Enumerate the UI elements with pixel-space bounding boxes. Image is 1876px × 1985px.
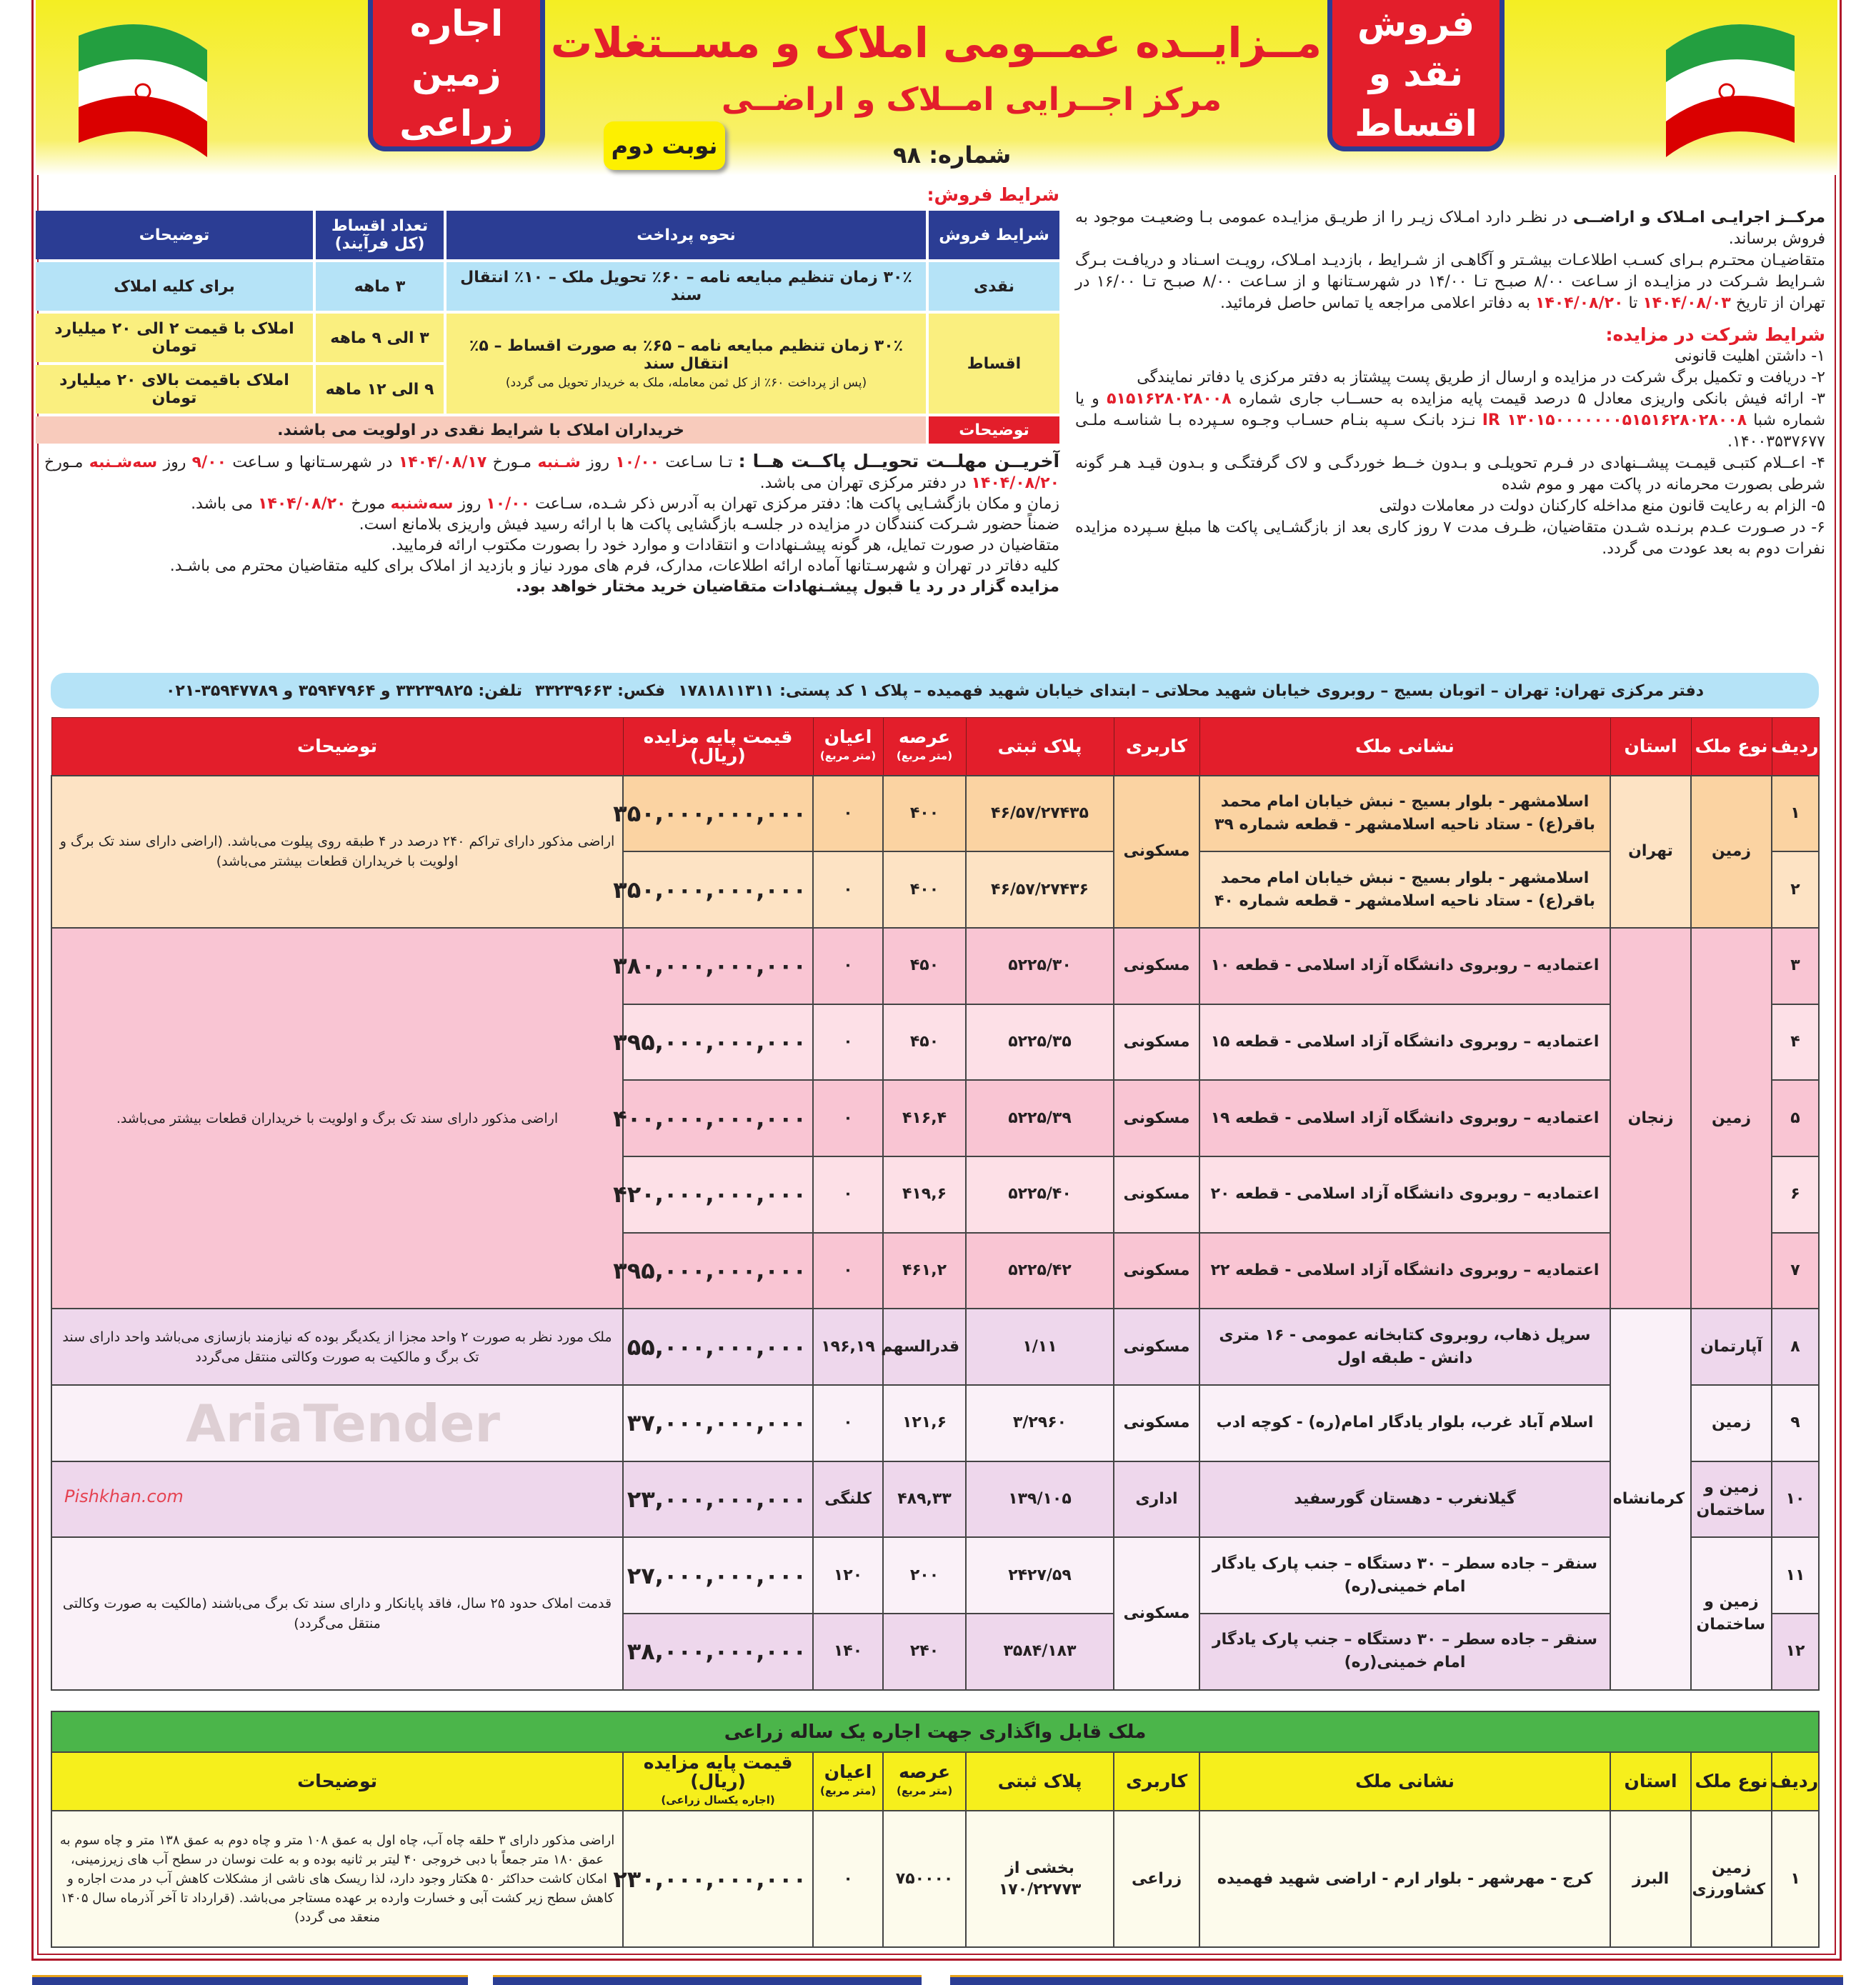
land-area: ۴۵۰	[883, 928, 966, 1004]
registration-plate: ۵۲۲۵/۴۰	[966, 1156, 1114, 1233]
base-price: ۳۹۵,۰۰۰,۰۰۰,۰۰۰	[623, 1004, 813, 1081]
base-price: ۳۵۰,۰۰۰,۰۰۰,۰۰۰	[623, 851, 813, 928]
table-row	[51, 928, 1819, 1004]
text: تـا سـاعت	[665, 454, 733, 471]
time: ۹/۰۰	[191, 454, 226, 471]
property-address: اعتمادیه – روبروی دانشگاه آزاد اسلامی - قطعه ۱۹	[1199, 1080, 1610, 1156]
agricultural-land-label: زمین زراعی	[399, 52, 514, 144]
row-number: ۲	[1772, 851, 1819, 928]
account-number: ۵۱۵۱۶۲۸۰۲۸۰۰۸	[1107, 390, 1232, 408]
property-address: اعتمادیه – روبروی دانشگاه آزاد اسلامی - قطعه ۲۰	[1199, 1156, 1610, 1233]
base-price: ۳۵۰,۰۰۰,۰۰۰,۰۰۰	[623, 776, 813, 852]
building-area: ۱۴۰	[813, 1614, 883, 1690]
lease-table	[51, 1711, 1820, 1948]
building-area: ۰	[813, 1004, 883, 1081]
header-notes: توضیحات	[51, 1752, 623, 1811]
day: سه‌شنبه	[390, 495, 454, 513]
header-text: اعیان	[824, 1761, 872, 1782]
header-province: استان	[1610, 1752, 1691, 1811]
base-price: ۵۵,۰۰۰,۰۰۰,۰۰۰	[623, 1309, 813, 1385]
header-text: عرصه	[899, 726, 950, 747]
sales-conditions-table	[33, 208, 1062, 446]
payment-note: (پس از پرداخت ۶۰٪ از کل ثمن معامله، ملک به خریدار تحویل می گردد)	[505, 375, 867, 390]
cash-note: برای کلیه املاک	[36, 262, 313, 311]
iran-flag-icon	[1573, 7, 1809, 164]
notes: اراضی مذکور دارای تراکم ۲۴۰ درصد در ۴ طبقه روی پیلوت می‌باشد. (اراضی دارای سند تک برگ و اولویت با خریداران قطعات بیشتر می‌باشد)	[51, 776, 623, 928]
registration-plate: ۵۲۲۵/۳۵	[966, 1004, 1114, 1081]
usage: مسکونی	[1114, 1080, 1199, 1156]
header-price: قیمت پایه مزایده (ریال)	[623, 718, 813, 776]
property-address: اسلامشهر - بلوار بسیج - نبش خیابان امام محمد باقر(ع) - ستاد ناحیه اسلامشهر - قطعه شماره ۴۰	[1199, 851, 1610, 928]
unit: (متر مربع)	[820, 1784, 877, 1797]
page-title: مــزایــده عمــومی املاک و مســتغلات	[550, 19, 1322, 67]
conditions-title: شرایط شرکت در مزایده:	[1605, 324, 1825, 345]
land-area: ۴۵۰	[883, 1004, 966, 1081]
sales-title: شرایط فروش:	[927, 184, 1059, 205]
text: کلیه دفاتر در تهران و شهرسـتانها آماده ارائه اطلاعات، مدارک، فرم های مورد نیاز و بازدید از املاک برای کلیه متقاضیان محترم می باشـد.	[169, 557, 1059, 575]
footer-ad-strip	[32, 1975, 468, 1985]
property-address: سرپل ذهاب، روبروی کتابخانه عمومی - ۱۶ متری دانش - طبقه اول	[1199, 1309, 1610, 1385]
registration-plate: ۲۴۲۷/۵۹	[966, 1537, 1114, 1614]
installment-label: اقساط	[929, 314, 1059, 414]
header-area	[883, 1752, 966, 1811]
date: ۱۴۰۴/۰۸/۲۰	[971, 474, 1059, 492]
base-price: ۳۸,۰۰۰,۰۰۰,۰۰۰	[623, 1614, 813, 1690]
building-area: ۰	[813, 776, 883, 852]
unit: (اجاره یکسال زراعی)	[661, 1794, 775, 1806]
pishkhan-watermark: Pishkhan.com	[64, 1486, 184, 1506]
date-from: ۱۴۰۴/۰۸/۰۳	[1642, 294, 1731, 312]
installment-row	[36, 314, 1059, 362]
registration-plate: بخشی از ۱۷۰/۲۲۷۷۳	[966, 1811, 1114, 1947]
notes: ملک مورد نظر به صورت ۲ واحد مجزا از یکدیگر بوده که نیازمند بازسازی می‌باشد واحد دارای سند تک برگ و مالکیت به صورت وکالتی منتقل می‌گردد	[51, 1309, 623, 1385]
to-word: تا	[1628, 294, 1638, 312]
page-subtitle: مرکز اجــرایی امــلاک و اراضــی	[721, 81, 1222, 118]
land-area: ۴۸۹,۳۳	[883, 1461, 966, 1538]
header-address: نشانی ملک	[1199, 1752, 1610, 1811]
condition-item: ۵- الزام به رعایت قانون منع مداخله کارکنان دولت در معاملات دولتی	[1379, 497, 1825, 515]
property-address: اعتمادیه – روبروی دانشگاه آزاد اسلامی - قطعه ۲۲	[1199, 1233, 1610, 1309]
base-price: ۲۷,۰۰۰,۰۰۰,۰۰۰	[623, 1537, 813, 1614]
registration-plate: ۱۳۹/۱۰۵	[966, 1461, 1114, 1538]
installment-note: املاک با قیمت ۲ الی ۲۰ میلیارد تومان	[36, 314, 313, 362]
day: سه‌شـنبه	[89, 454, 158, 471]
province: زنجان	[1610, 928, 1691, 1309]
cash-installment-label: نقد و اقساط	[1354, 52, 1477, 144]
text: ضمناً حضور شـرکت کنندگان در مزایده در جلسـه بازگشایی پاکت ها با ارائه رسید فیش واریزی بلامانع است.	[359, 516, 1059, 534]
sales-notes-row	[36, 416, 1059, 444]
property-address: اعتمادیه – روبروی دانشگاه آزاد اسلامی - قطعه ۱۰	[1199, 928, 1610, 1004]
intro-visit-text: متقاضیـان محتـرم بـرای کسـب اطلاعـات بیشـتر و آگاهـی از شـرایط ، بازدیـد امـلاک، رویـت اسـناد و دریافـت بـرگ شـرایط شـرکت در مزایـده از سـاعت ۸/۰۰ صبـح تـا ۱۴/۰۰ در شهرسـتانها و از سـاعت ۸/۰۰ صبـح تـا ۱۶/۰۰ در تهران از تاریخ	[1075, 251, 1825, 312]
installment-count: ۳ الی ۹ ماهه	[316, 314, 444, 362]
intro-visit-end: به دفاتر اعلامی مراجعه یا تماس حاصل فرمائید.	[1220, 294, 1530, 312]
land-area: ۴۱۶,۴	[883, 1080, 966, 1156]
iran-flag-icon	[64, 7, 300, 164]
text: روز	[587, 454, 609, 471]
header-text: عرصه	[899, 1761, 951, 1782]
usage: مسکونی	[1114, 1233, 1199, 1309]
text: در شهرسـتانها و سـاعت	[232, 454, 393, 471]
land-area: ۲۴۰	[883, 1614, 966, 1690]
unit: (متر مربع)	[819, 749, 877, 762]
registration-plate: ۳۵۸۴/۱۸۳	[966, 1614, 1114, 1690]
header-banner	[36, 0, 1837, 175]
land-area: ۷۵۰۰۰۰	[883, 1811, 966, 1947]
base-price: ۳۹۵,۰۰۰,۰۰۰,۰۰۰	[623, 1233, 813, 1309]
registration-plate: ۴۶/۵۷/۲۷۴۳۶	[966, 851, 1114, 928]
cash-row	[36, 262, 1059, 311]
lease-title: ملک قابل واگذاری جهت اجاره یک ساله زراعی	[51, 1711, 1819, 1752]
land-area: ۴۱۹,۶	[883, 1156, 966, 1233]
address-bar	[51, 673, 1819, 709]
row-number: ۶	[1772, 1156, 1819, 1233]
condition-text: نـزد بانـک سـپه بنـام حسـاب وجـوه سـپرده بـا شناسـه ملـی ۱۴۰۰۳۵۳۷۶۷۷.	[1075, 411, 1825, 451]
intro-text: در نظـر دارد امـلاک زیـر را از طریـق مزایـده عمومی بـا وضعیـت موجود به فروش برساند.	[1075, 209, 1825, 248]
property-address: اسلام آباد غرب، بلوار یادگار امام(ره) - کوچه ادب	[1199, 1385, 1610, 1461]
installment-note: املاک باقیمت بالای ۲۰ میلیارد تومان	[36, 365, 313, 414]
text: می باشد.	[191, 495, 253, 513]
base-price: ۴۰۰,۰۰۰,۰۰۰,۰۰۰	[623, 1080, 813, 1156]
ariatender-watermark: AriaTender	[186, 1394, 501, 1454]
property-type: آپارتمان	[1691, 1309, 1772, 1385]
notes-label: توضیحات	[929, 416, 1059, 444]
property-type: زمین کشاورزی	[1691, 1811, 1772, 1947]
installment-payment	[446, 314, 926, 414]
base-price: ۲۳۰,۰۰۰,۰۰۰,۰۰۰	[623, 1811, 813, 1947]
usage: مسکونی	[1114, 776, 1199, 928]
sheba-number: IR ۱۳۰۱۵۰۰۰۰۰۰۰۵۱۵۱۶۲۸۰۲۸۰۰۸	[1482, 411, 1747, 429]
province: البرز	[1610, 1811, 1691, 1947]
condition-item: ۴- اعــلام کتبـی قیمـت پیشــنهادی در فـرم تحویلـی و بـدون خــط خوردگـی و لاک گرفتگـی و بـدون قیـد هـر گونه شرطی بصورت محرمانه در پاکت مهر و موم شده	[1075, 454, 1825, 494]
text: مـورخ	[492, 454, 532, 471]
property-type: زمین و ساختمان	[1691, 1461, 1772, 1538]
row-number: ۴	[1772, 1004, 1819, 1081]
header-payment: نحوه پرداخت	[446, 211, 926, 259]
header-usage: کاربری	[1114, 718, 1199, 776]
header-text: قیمت پایه مزایده (ریال)	[643, 1752, 793, 1791]
date: ۱۴۰۴/۰۸/۲۰	[257, 495, 346, 513]
property-address: کرج - مهرشهر - بلوار ارم - اراضی شهید فهمیده	[1199, 1811, 1610, 1947]
text: زمان و مکان بازگشـایی پاکت ها: دفتر مرکزی تهران به آدرس ذکر شـده، سـاعت	[535, 495, 1059, 513]
usage: زراعی	[1114, 1811, 1199, 1947]
text: مزایده گزار در رد یا قبول پیشـنهادات متقاضیان خرید مختار خواهد بود.	[515, 578, 1059, 596]
org-name: مرکــز اجرایـی امـلاک و اراضــی	[1573, 209, 1825, 226]
footer-ad-strip	[493, 1975, 922, 1985]
table-row	[51, 1461, 1819, 1538]
base-price: ۳۸۰,۰۰۰,۰۰۰,۰۰۰	[623, 928, 813, 1004]
header-text: (کل فرآیند)	[334, 235, 425, 253]
condition-item: ۳- ارائه فیش بانکی واریزی معادل ۵ درصد قیمت پایه مزایده به حســاب جاری شماره	[1239, 390, 1825, 408]
text: مـورخ	[44, 454, 84, 471]
row-number: ۹	[1772, 1385, 1819, 1461]
condition-item: ۶- در صـورت عـدم برنـده شـدن متقاضیان، ظـرف مدت ۷ روز کاری بعد از بازگشـایی پاکت ها مبلغ سـپرده مزایده نفرات دوم به بعد عودت می گردد.	[1075, 519, 1825, 558]
table-row	[51, 776, 1819, 852]
payment-text: ۳۰٪ زمان تنظیم مبایعه نامه – ۶۵٪ به صورت اقساط – ۵٪ انتقال سند	[469, 336, 904, 373]
header-usage: کاربری	[1114, 1752, 1199, 1811]
property-type: زمین	[1691, 776, 1772, 928]
usage: مسکونی	[1114, 1385, 1199, 1461]
header-building	[813, 718, 883, 776]
land-area: ۴۰۰	[883, 851, 966, 928]
property-address: سنقر – جاده سطر – ۳۰ دستگاه – جنب پارک یادگار امام خمینی(ره)	[1199, 1614, 1610, 1690]
province: کرمانشاه	[1610, 1309, 1691, 1689]
text: مورخ	[351, 495, 386, 513]
land-area: ۲۰۰	[883, 1537, 966, 1614]
building-area: ۰	[813, 1080, 883, 1156]
header-address: نشانی ملک	[1199, 718, 1610, 776]
building-area: ۱۲۰	[813, 1537, 883, 1614]
header-installments	[316, 211, 444, 259]
lease-label: اجاره	[409, 2, 504, 44]
fax-number: فکس: ۳۳۲۳۹۶۶۳	[535, 681, 666, 700]
text: روز	[458, 495, 482, 513]
building-area: ۰	[813, 1233, 883, 1309]
date-to: ۱۴۰۴/۰۸/۲۰	[1535, 294, 1624, 312]
land-area: ۴۶۱,۲	[883, 1233, 966, 1309]
row-number: ۱۰	[1772, 1461, 1819, 1538]
notes-text: خریداران املاک با شرایط نقدی در اولویت می باشند.	[36, 416, 926, 444]
row-number: ۷	[1772, 1233, 1819, 1309]
table-row	[51, 1537, 1819, 1614]
row-number: ۱۲	[1772, 1614, 1819, 1690]
usage: مسکونی	[1114, 1309, 1199, 1385]
table-row	[51, 1811, 1819, 1947]
text: در دفتر مرکزی تهران می باشد.	[759, 474, 967, 492]
registration-plate: ۵۲۲۵/۳۰	[966, 928, 1114, 1004]
property-address: اسلامشهر - بلوار بسیج - نبش خیابان امام محمد باقر(ع) - ستاد ناحیه اسلامشهر - قطعه شماره ۳۹	[1199, 776, 1610, 852]
condition-item: ۱- داشتن اهلیت قانونی	[1675, 347, 1825, 365]
unit: (متر مربع)	[897, 1784, 953, 1797]
usage: مسکونی	[1114, 1156, 1199, 1233]
table-row	[51, 1309, 1819, 1385]
building-area: ۰	[813, 928, 883, 1004]
footer-ad-strip	[950, 1975, 1843, 1985]
registration-plate: ۵۲۲۵/۳۹	[966, 1080, 1114, 1156]
cash-label: نقدی	[929, 262, 1059, 311]
building-area: ۰	[813, 851, 883, 928]
usage: مسکونی	[1114, 1537, 1199, 1689]
registration-plate: ۱/۱۱	[966, 1309, 1114, 1385]
property-type: زمین و ساختمان	[1691, 1537, 1772, 1689]
condition-text: و یا شماره شبا	[1075, 390, 1826, 429]
table-row	[51, 1385, 1819, 1461]
usage: مسکونی	[1114, 928, 1199, 1004]
time: ۱۰/۰۰	[615, 454, 660, 471]
base-price: ۴۲۰,۰۰۰,۰۰۰,۰۰۰	[623, 1156, 813, 1233]
unit: (متر مربع)	[896, 749, 953, 762]
lease-agricultural-box	[368, 0, 545, 151]
land-area: قدرالسهم	[883, 1309, 966, 1385]
date: ۱۴۰۴/۰۸/۱۷	[398, 454, 487, 471]
registration-plate: ۴۶/۵۷/۲۷۴۳۵	[966, 776, 1114, 852]
properties-table	[51, 717, 1820, 1691]
property-address: سنقر – جاده سطر – ۳۰ دستگاه – جنب پارک یادگار امام خمینی(ره)	[1199, 1537, 1610, 1614]
base-price: ۳۷,۰۰۰,۰۰۰,۰۰۰	[623, 1385, 813, 1461]
row-number: ۱	[1772, 776, 1819, 852]
province: تهران	[1610, 776, 1691, 928]
installment-count: ۹ الی ۱۲ ماهه	[316, 365, 444, 414]
cash-payment: ۳۰٪ زمان تنظیم مبایعه نامه – ۶۰٪ تحویل ملک – ۱۰٪ انتقال سند	[446, 262, 926, 311]
phone-numbers: تلفن: ۳۳۲۳۹۸۲۵ و ۳۵۹۴۷۹۶۴ و ۳۵۹۴۷۷۸۹-۰۲۱	[165, 681, 523, 700]
usage: مسکونی	[1114, 1004, 1199, 1081]
intro-section	[1075, 207, 1825, 560]
sale-cash-installment-box	[1327, 0, 1505, 151]
registration-plate: ۵۲۲۵/۴۲	[966, 1233, 1114, 1309]
header-province: استان	[1610, 718, 1691, 776]
building-area: ۰	[813, 1811, 883, 1947]
notes: اراضی مذکور دارای سند تک برگ و اولویت با خریداران قطعات بیشتر می‌باشد.	[51, 928, 623, 1309]
deadline-section	[44, 451, 1059, 597]
land-area: ۴۰۰	[883, 776, 966, 852]
round-badge: نوبت دوم	[604, 121, 725, 170]
notes: قدمت املاک حدود ۲۵ سال، فاقد پایانکار و دارای سند تک برگ می‌باشند (مالکیت به صورت وکالتی منتقل می‌گردد)	[51, 1537, 623, 1689]
time: ۱۰/۰۰	[486, 495, 531, 513]
sales-section	[44, 184, 1059, 597]
header-plate: پلاک ثبتی	[966, 1752, 1114, 1811]
base-price: ۲۳,۰۰۰,۰۰۰,۰۰۰	[623, 1461, 813, 1538]
header-no: ردیف	[1772, 1752, 1819, 1811]
header-type: نوع ملک	[1691, 718, 1772, 776]
office-address: دفتر مرکزی تهران: تهران – اتوبان بسیج – روبروی خیابان شهید محلاتی – ابتدای خیابان شهید فهمیده – پلاک ۱ کد پستی: ۱۷۸۱۸۱۱۳۱۱	[678, 681, 1705, 700]
building-area: ۰	[813, 1156, 883, 1233]
building-area: کلنگی	[813, 1461, 883, 1538]
header-sale-condition: شرایط فروش	[929, 211, 1059, 259]
notes: اراضی مذکور دارای ۳ حلقه چاه آب، چاه اول به عمق ۱۰۸ متر و چاه دوم به عمق ۱۳۸ متر و چاه سوم به عمق ۱۸۰ متر جمعاً با دبی خروجی ۴۰ لیتر بر ثانیه بوده و به علت نوسان در سطح آب های زیرزمینی، امکان کاشت حداکثر ۵۰ هکتار وجود دارد، لذا ریسک های ناشی از مشکلات کاهش آب در مدت اجاره و کاهش سطح زیر کشت آبی و خسارت وارده بر عهده مستاجر می‌باشد. (قرارداد تا آخر آذرماه سال ۱۴۰۵ منعقد می گردد)	[51, 1811, 623, 1947]
row-number: ۱	[1772, 1811, 1819, 1947]
building-area: ۰	[813, 1385, 883, 1461]
notice-number: شماره: ۹۸	[893, 141, 1012, 169]
condition-item: ۲- دریافت و تکمیل برگ شرکت در مزایده و ارسال از طریق پست پیشتاز به دفتر مرکزی یا دفاتر نمایندگی	[1137, 369, 1825, 386]
header-no: ردیف	[1772, 718, 1819, 776]
text: متقاضیان در صورت تمایل، هر گونه پیشـنهادات و انتقادات و موارد خود را بصورت مکتوب ارائه فرمایید.	[391, 536, 1059, 554]
day: شـنبه	[537, 454, 581, 471]
row-number: ۵	[1772, 1080, 1819, 1156]
row-number: ۳	[1772, 928, 1819, 1004]
land-area: ۱۲۱,۶	[883, 1385, 966, 1461]
header-notes: توضیحات	[36, 211, 313, 259]
header-building	[813, 1752, 883, 1811]
deadline-label: آخریــن مهلــت تحویــل پاکــت هــا :	[738, 451, 1060, 471]
header-type: نوع ملک	[1691, 1752, 1772, 1811]
registration-plate: ۳/۲۹۶۰	[966, 1385, 1114, 1461]
header-notes: توضیحات	[51, 718, 623, 776]
header-text: اعیان	[824, 726, 872, 747]
header-area	[883, 718, 966, 776]
building-area: ۱۹۶,۱۹	[813, 1309, 883, 1385]
header-text: تعداد اقساط	[331, 217, 429, 235]
property-address: اعتمادیه – روبروی دانشگاه آزاد اسلامی - قطعه ۱۵	[1199, 1004, 1610, 1081]
sale-label: فروش	[1357, 2, 1475, 44]
row-number: ۸	[1772, 1309, 1819, 1385]
text: روز	[163, 454, 186, 471]
header-plate: پلاک ثبتی	[966, 718, 1114, 776]
property-type: زمین	[1691, 928, 1772, 1309]
row-number: ۱۱	[1772, 1537, 1819, 1614]
notes	[51, 1385, 623, 1461]
property-address: گیلانغرب - دهستان گورسفید	[1199, 1461, 1610, 1538]
cash-count: ۳ ماهه	[316, 262, 444, 311]
property-type: زمین	[1691, 1385, 1772, 1461]
usage: اداری	[1114, 1461, 1199, 1538]
header-price	[623, 1752, 813, 1811]
